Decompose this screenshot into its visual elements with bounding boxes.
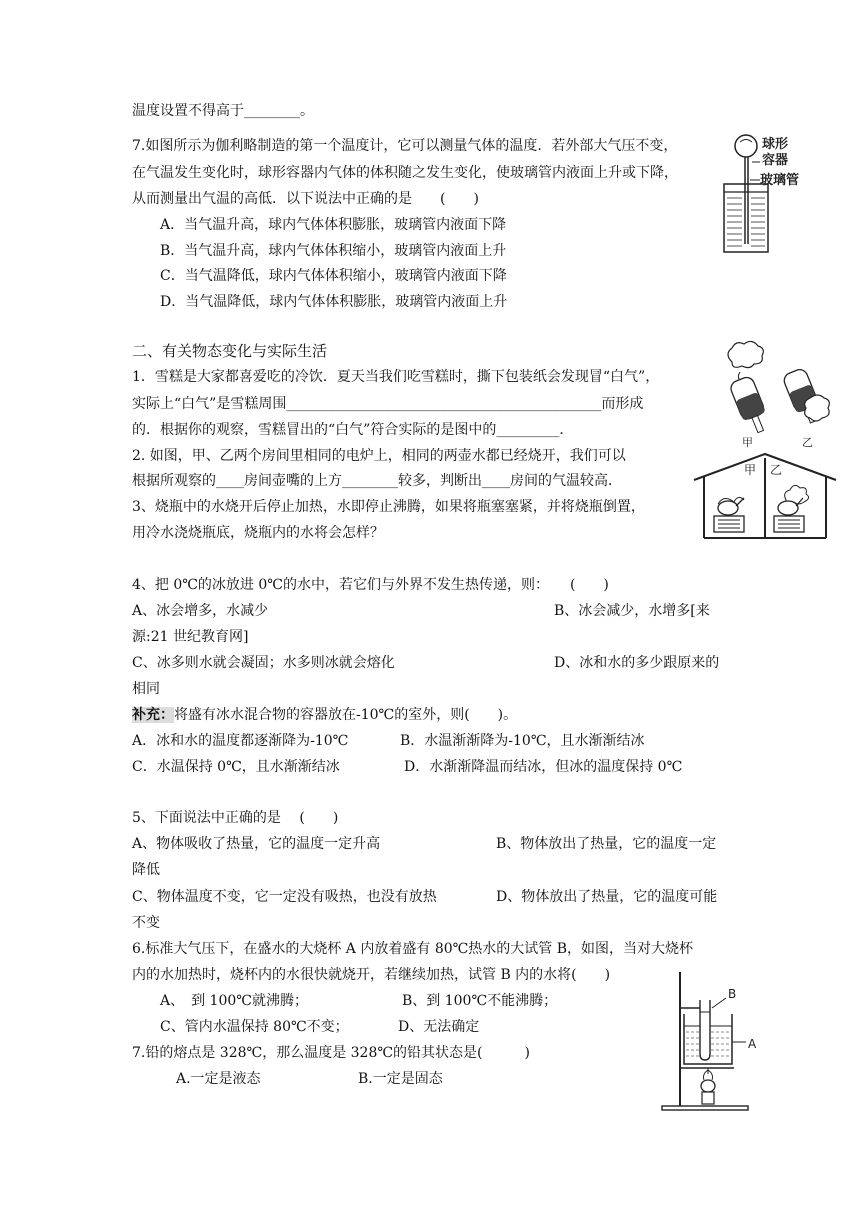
text-line: 实际上“白气”是雪糕周围_____________________________________________而形成 — [132, 396, 644, 412]
icecream-label-jia: 甲 — [742, 436, 753, 449]
text-line: 不变 — [132, 915, 160, 931]
thermometer-figure — [720, 132, 810, 256]
option-a: A．当气温升高，球内气体体积膨胀，玻璃管内液面下降 — [160, 217, 507, 233]
option-d: D．当气温降低，球内气体体积膨胀，玻璃管内液面上升 — [160, 294, 508, 310]
text-line: 从而测量出气温的高低．以下说法中正确的是 ( ) — [132, 191, 479, 207]
text-line: 降低 — [132, 862, 160, 878]
text-line: 源:21 世纪教育网] — [132, 629, 249, 645]
option-b: B、到 100℃不能沸腾； — [402, 993, 558, 1009]
question-7-stem: 7.如图所示为伽利略制造的第一个温度计，它可以测量气体的温度．若外部大气压不变， — [132, 138, 678, 154]
icecream-figure — [718, 338, 836, 450]
rooms-figure — [690, 452, 840, 542]
text-line: 的．根据你的观察，雪糕冒出的“白气”符合实际的是图中的_________． — [132, 422, 574, 438]
question-1-stem: 1．雪糕是大家都喜爱吃的冷饮．夏天当我们吃雪糕时，撕下包装纸会发现冒“白气”， — [132, 369, 660, 385]
option-d: D．水渐渐降温而结冰，但冰的温度保持 0℃ — [404, 759, 683, 775]
section-heading: 二、有关物态变化与实际生活 — [132, 342, 328, 360]
option-c: C．水温保持 0℃，且水渐渐结冰 — [132, 759, 340, 775]
option-c: C、冰多则水就会凝固；水多则冰就会熔化 — [132, 655, 395, 671]
option-a: A.一定是液态 — [176, 1071, 261, 1087]
icecream-label-yi: 乙 — [802, 436, 813, 449]
option-a: A、物体吸收了热量，它的温度一定升高 — [132, 836, 381, 852]
option-b: B.一定是固态 — [358, 1071, 443, 1087]
option-c: C、管内水温保持 80℃不变； — [160, 1019, 349, 1035]
option-a: A、冰会增多，水减少 — [132, 603, 269, 619]
room-label-yi: 乙 — [770, 463, 783, 477]
thermometer-label-2: 容器 — [762, 153, 789, 168]
option-b: B、物体放出了热量，它的温度一定 — [496, 836, 717, 852]
option-a: A．冰和水的温度都逐渐降为-10℃ — [132, 733, 349, 749]
thermometer-label-1: 球形 — [762, 137, 789, 152]
room-label-jia: 甲 — [744, 463, 757, 477]
option-c: C．当气温降低，球内气体体积缩小，玻璃管内液面下降 — [160, 268, 507, 284]
question-3-stem: 3、烧瓶中的水烧开后停止加热，水即停止沸腾，如果将瓶塞塞紧，并将烧瓶倒置， — [132, 499, 645, 515]
question-5-stem: 5、下面说法中正确的是 ( ) — [132, 810, 339, 826]
thermometer-label-3: 玻璃管 — [760, 173, 800, 188]
text-line: 在气温发生变化时，球形容器内气体的体积随之发生变化，使玻璃管内液面上升或下降， — [132, 165, 678, 181]
question-4-stem: 4、把 0℃的冰放进 0℃的水中，若它们与外界不发生热传递，则： ( ) — [132, 577, 609, 593]
text-line: 用冷水浇烧瓶底，烧瓶内的水将会怎样？ — [132, 525, 384, 541]
option-d: D、物体放出了热量，它的温度可能 — [496, 889, 718, 905]
text-line: 温度设置不得高于________。 — [132, 103, 314, 119]
option-b: B．水温渐渐降为-10℃，且水渐渐结冰 — [400, 733, 645, 749]
option-c: C、物体温度不变，它一定没有吸热，也没有放热 — [132, 889, 437, 905]
beaker-label-b: B — [728, 987, 737, 1001]
question-7b-stem: 7.铅的熔点是 328℃，那么温度是 328℃的铅其状态是( ) — [132, 1045, 530, 1061]
supplement-text: 将盛有冰水混合物的容器放在-10℃的室外，则( )。 — [174, 707, 518, 723]
question-2-stem: 2. 如图，甲、乙两个房间里相同的电炉上，相同的两壶水都已经烧开，我们可以 — [132, 448, 626, 464]
supplement-tag: 补充： — [132, 707, 174, 723]
option-b: B．当气温升高，球内气体体积缩小，玻璃管内液面上升 — [160, 243, 507, 259]
option-d: D、无法确定 — [398, 1019, 480, 1035]
beaker-label-a: A — [748, 1037, 757, 1051]
option-b: B、冰会减少，水增多[来 — [554, 603, 710, 619]
beaker-figure — [660, 968, 770, 1114]
text-line: 相同 — [132, 681, 160, 697]
text-line: 内的水加热时，烧杯内的水很快就烧开，若继续加热，试管 B 内的水将( ) — [132, 967, 611, 983]
question-6-stem: 6.标准大气压下，在盛水的大烧杯 A 内放着盛有 80℃热水的大试管 B，如图，当对大烧杯 — [132, 941, 694, 957]
option-d: D、冰和水的多少跟原来的 — [554, 655, 720, 671]
supplement-line — [132, 705, 517, 725]
option-a: A、 到 100℃就沸腾； — [160, 993, 308, 1009]
text-line: 根据所观察的____房间壶嘴的上方________较多，判断出____房间的气温较高． — [132, 473, 622, 489]
